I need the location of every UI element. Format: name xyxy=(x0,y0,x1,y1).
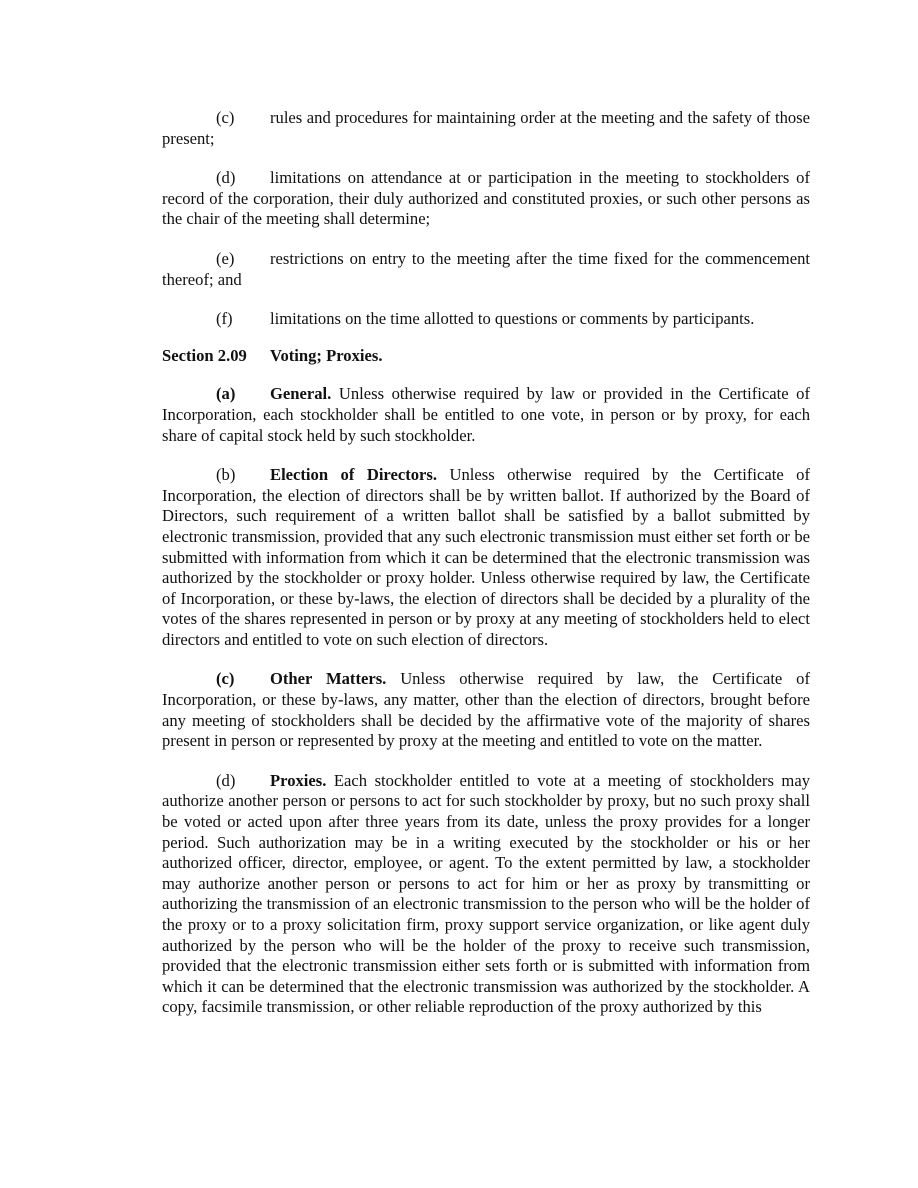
list-item-label: (f) xyxy=(216,309,233,329)
section-number: Section 2.09 xyxy=(162,345,247,365)
subsection-heading: General. xyxy=(270,384,332,404)
subsection-b xyxy=(162,465,810,650)
subsection-text: Unless otherwise required by law, the Certificate of Incorporation, or these by-laws, any matter, other than the election of directors, brought before any meeting of stockholders shall be decided by the affirmative vote of the majority of shares present in person or represented by proxy at the meeting and entitled to vote on the matter. xyxy=(162,669,810,751)
list-item-label: (d) xyxy=(216,168,236,188)
list-item-e xyxy=(162,249,810,290)
document-page xyxy=(162,108,810,1037)
list-item-label: (e) xyxy=(216,248,235,268)
subsection-label: (a) xyxy=(216,384,236,404)
list-item-text: rules and procedures for maintaining order at the meeting and the safety of those present; xyxy=(162,108,810,148)
subsection-heading: Proxies. xyxy=(270,770,327,790)
subsection-label: (d) xyxy=(216,770,236,790)
subsection-c xyxy=(162,669,810,751)
list-item-text: limitations on the time allotted to questions or comments by participants. xyxy=(270,309,755,329)
section-heading xyxy=(162,346,810,367)
list-item-text: restrictions on entry to the meeting after the time fixed for the commencement thereof; and xyxy=(162,248,810,289)
subsection-label: (b) xyxy=(216,465,236,485)
subsection-heading: Election of Directors. xyxy=(270,465,438,485)
subsection-d xyxy=(162,771,810,1018)
section-title: Voting; Proxies. xyxy=(270,345,383,365)
list-item-label: (c) xyxy=(216,108,235,127)
subsection-a xyxy=(162,384,810,446)
subsection-heading: Other Matters. xyxy=(270,669,387,689)
list-item-c xyxy=(162,108,810,149)
list-item-text: limitations on attendance at or participation in the meeting to stockholders of record of the corporation, their duly authorized and constituted proxies, or such other persons as the chair of the meeting shall determine; xyxy=(162,168,810,229)
subsection-text: Unless otherwise required by law or provided in the Certificate of Incorporation, each stockholder shall be entitled to one vote, in person or by proxy, for each share of capital stock held by such stockholder. xyxy=(162,384,810,445)
subsection-text: Unless otherwise required by the Certificate of Incorporation, the election of directors shall be by written ballot. If authorized by the Board of Directors, such requirement of a written ballot shall be satisfied by a ballot submitted by electronic transmission, provided that any such electronic transmission must either set forth or be submitted with information from which it can be determined that the electronic transmission was authorized by the stockholder or proxy holder. Unless otherwise required by law, the Certificate of Incorporation, or these by-laws, the election of directors shall be decided by a plurality of the votes of the shares represented in person or by proxy at any meeting of stockholders held to elect directors and entitled to vote on such election of directors. xyxy=(162,465,810,649)
list-item-d xyxy=(162,168,810,230)
subsection-label: (c) xyxy=(216,669,235,689)
subsection-text: Each stockholder entitled to vote at a meeting of stockholders may authorize another person or persons to act for such stockholder by proxy, but no such proxy shall be voted or acted upon after three years from its date, unless the proxy provides for a longer period. Such authorization may be in a writing executed by the stockholder or his or her authorized officer, director, employee, or agent. To the extent permitted by law, a stockholder may authorize another person or persons to act for him or her as proxy by transmitting or authorizing the transmission of an electronic transmission to the person who will be the holder of the proxy or to a proxy solicitation firm, proxy support service organization, or like agent duly authorized by the person who will be the holder of the proxy to receive such transmission, provided that the electronic transmission either sets forth or is submitted with information from which it can be determined that the electronic transmission was authorized by the stockholder. A copy, facsimile transmission, or other reliable reproduction of the proxy authorized by this xyxy=(162,770,810,1017)
list-item-f xyxy=(162,309,810,330)
